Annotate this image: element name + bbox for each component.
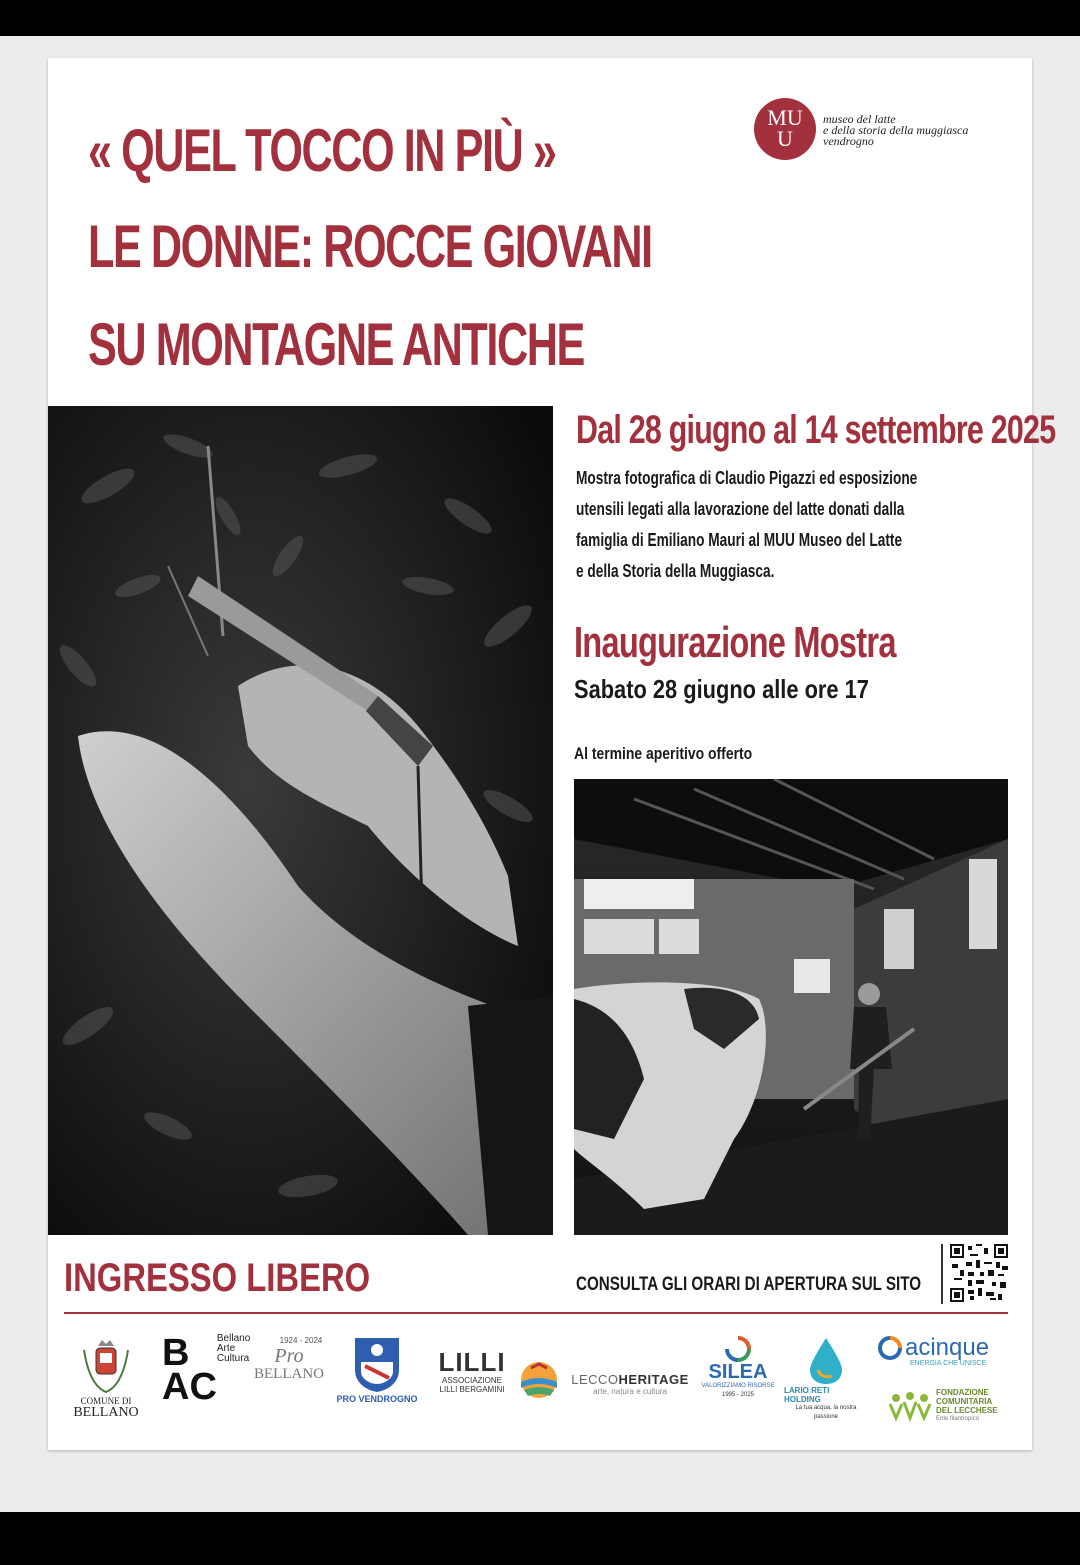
sponsor-lario-reti: LARIO RETI HOLDING La tua acqua, la nostra passione <box>784 1336 868 1422</box>
title-line-2: LE DONNE: ROCCE GIOVANI <box>88 213 652 280</box>
bottom-divider-line <box>64 1312 1008 1314</box>
museum-logo-text: museo del latte e della storia della muggiasca vendrogno <box>823 112 969 148</box>
sponsor-fondazione-lecchese: FONDAZIONE COMUNITARIA DEL LECCHESE Ente filantropico <box>888 1388 1018 1424</box>
inauguration-date: Sabato 28 giugno alle ore 17 <box>574 674 869 704</box>
silea-swirl-icon <box>725 1336 751 1362</box>
event-poster <box>48 58 1056 1450</box>
inauguration-heading: Inaugurazione Mostra <box>574 618 896 667</box>
sponsor-bac: B AC Bellano Arte Cultura <box>162 1332 251 1408</box>
sponsor-landscape-logo <box>514 1360 564 1400</box>
barn-photo <box>574 779 1008 1235</box>
sponsor-lecco-heritage: LECCOHERITAGE arte, natura e cultura <box>571 1372 689 1396</box>
vendrogno-crest-icon <box>353 1336 401 1392</box>
sponsor-comune-bellano: COMUNE DI BELLANO <box>74 1336 138 1420</box>
landscape-logo-icon <box>516 1360 562 1400</box>
comune-crest-icon <box>78 1336 134 1396</box>
water-drop-icon <box>808 1336 844 1386</box>
acinque-logo-icon <box>878 1336 902 1360</box>
qr-code[interactable] <box>950 1244 1008 1302</box>
hands-pruning-photo <box>48 406 553 1235</box>
sponsor-silea: SILEA VALORIZZIAMO RISORSE 1995 - 2025 <box>696 1336 780 1400</box>
title-line-1: « QUEL TOCCO IN PIÙ » <box>88 117 556 184</box>
free-entry-label: INGRESSO LIBERO <box>64 1256 371 1300</box>
aperitivo-note: Al termine aperitivo offerto <box>574 744 753 763</box>
qr-divider <box>941 1244 943 1304</box>
title-line-3: SU MONTAGNE ANTICHE <box>88 311 584 378</box>
screen-frame <box>0 36 1080 1512</box>
sponsor-acinque: acinque ENERGIA CHE UNISCE <box>878 1336 1012 1367</box>
museum-logo-mark: MU U <box>754 98 816 160</box>
exhibition-description: Mostra fotografica di Claudio Pigazzi ed esposizione utensili legati alla lavorazione del latte donati dalla famiglia di Emiliano Mauri al MUU Museo del Latte e della Storia della Muggiasca. <box>576 468 918 581</box>
sponsor-pro-bellano: 1924 - 2024 Pro BELLANO <box>254 1336 324 1382</box>
sponsor-lilli: LILLI ASSOCIAZIONE LILLI BERGAMINI <box>438 1347 506 1394</box>
opening-hours-note: CONSULTA GLI ORARI DI APERTURA SUL SITO <box>576 1274 922 1295</box>
sponsor-pro-vendrogno: PRO VENDROGNO <box>332 1336 422 1404</box>
fondazione-people-icon <box>888 1390 932 1422</box>
exhibition-dates: Dal 28 giugno al 14 settembre 2025 <box>576 408 1056 452</box>
